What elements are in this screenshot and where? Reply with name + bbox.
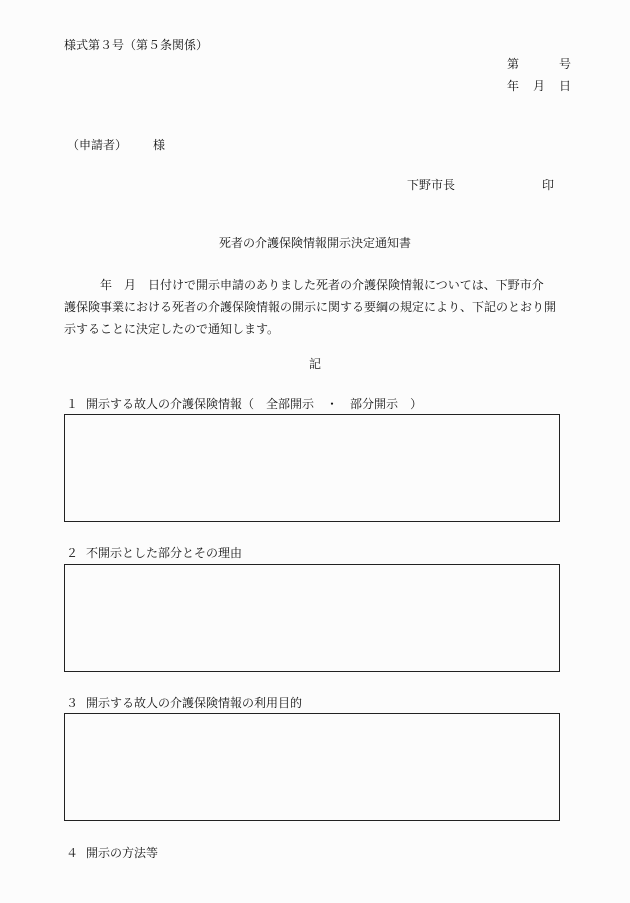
- body-line: 年 月 日付けで開示申請のありました死者の介護保険情報については、下野市介: [64, 278, 544, 292]
- option-full-disclosure: 全部開示: [266, 397, 315, 411]
- document-title: 死者の介護保険情報開示決定通知書: [219, 236, 412, 250]
- section-2-heading: [66, 546, 242, 560]
- section-3-box: [64, 713, 560, 821]
- section-title: 開示する故人の介護保険情報（: [86, 397, 255, 411]
- recipient-honorific: 様: [153, 138, 166, 152]
- section-4-heading: [66, 846, 158, 860]
- recipient: [67, 138, 165, 152]
- document-number-suffix: 号: [559, 57, 572, 71]
- body-text: [64, 274, 572, 340]
- section-title: 開示する故人の介護保険情報の利用目的: [86, 696, 303, 710]
- form-label: 様式第３号（第５条関係）: [64, 38, 209, 52]
- section-1-box: [64, 414, 560, 522]
- date-day: 日: [559, 79, 572, 93]
- section-2-box: [64, 564, 560, 672]
- body-line: 示することに決定したので通知します。: [64, 322, 280, 336]
- date-month: 月: [533, 79, 546, 93]
- section-title: 開示の方法等: [86, 846, 159, 860]
- issuer-name: 下野市長: [407, 178, 456, 192]
- date-year: 年: [507, 79, 520, 93]
- document-number: [507, 57, 571, 71]
- issuer: [407, 178, 554, 192]
- document-date: [507, 79, 571, 93]
- ki-heading: 記: [309, 357, 322, 371]
- document-number-prefix: 第: [507, 57, 520, 71]
- recipient-label: （申請者）: [67, 138, 128, 152]
- section-3-heading: [66, 696, 302, 710]
- option-separator: ・: [326, 397, 339, 411]
- body-line: 護保険事業における死者の介護保険情報の開示に関する要綱の規定により、下記のとおり開: [64, 300, 557, 314]
- section-number: ４: [66, 846, 79, 860]
- section-number: ３: [66, 696, 79, 710]
- section-number: １: [66, 397, 79, 411]
- option-close: ）: [410, 397, 423, 411]
- section-title: 不開示とした部分とその理由: [86, 546, 243, 560]
- section-number: ２: [66, 546, 79, 560]
- option-partial-disclosure: 部分開示: [350, 397, 399, 411]
- section-1-heading: [66, 397, 422, 411]
- issuer-seal: 印: [542, 178, 555, 192]
